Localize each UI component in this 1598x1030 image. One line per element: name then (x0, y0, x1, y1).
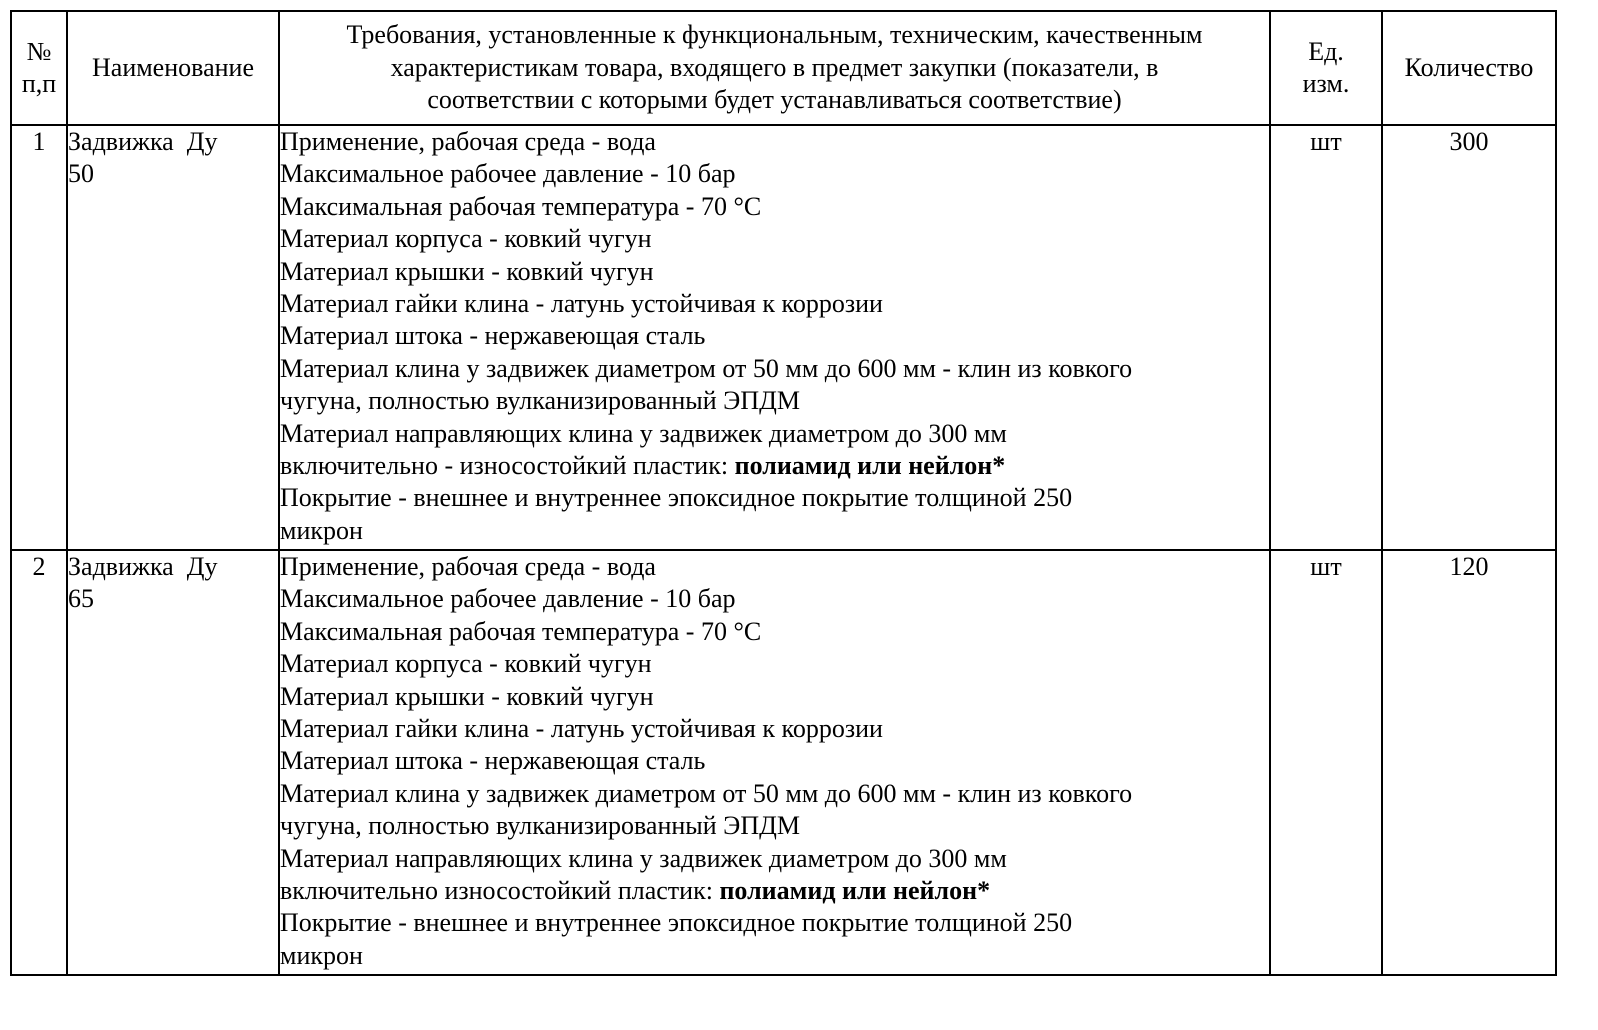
requirement-line: Покрытие - внешнее и внутреннее эпоксидное покрытие толщиной 250 (280, 908, 1073, 938)
requirement-bold-text: полиамид или нейлон* (734, 451, 1006, 481)
row-name-line: 50 (68, 159, 94, 189)
requirement-line: Покрытие - внешнее и внутреннее эпоксидное покрытие толщиной 250 (280, 483, 1073, 513)
requirement-text: включительно - износостойкий пластик: (280, 451, 735, 481)
requirement-line: Материал гайки клина - латунь устойчивая к коррозии (280, 289, 883, 319)
requirement-line: микрон (280, 515, 363, 545)
row-name (67, 125, 279, 550)
header-requirements-line: Требования, установленные к функциональным, техническим, качественным (346, 20, 1203, 50)
header-requirements (279, 11, 1270, 125)
table-row (11, 550, 1556, 975)
row-quantity: 300 (1382, 125, 1556, 550)
row-requirements (279, 550, 1270, 975)
requirement-line: Максимальное рабочее давление - 10 бар (280, 159, 736, 189)
row-name-line: Задвижка Ду (68, 552, 218, 581)
table-row (11, 125, 1556, 550)
header-num (11, 11, 67, 125)
header-requirements-line: соответствии с которыми будет устанавливаться соответствие) (427, 85, 1122, 115)
requirement-line: Максимальная рабочая температура - 70 °С (280, 191, 762, 221)
requirement-line: Материал крышки - ковкий чугун (280, 256, 654, 286)
requirement-line: Материал корпуса - ковкий чугун (280, 649, 652, 679)
requirement-line-mixed (280, 875, 1269, 907)
requirement-line: микрон (280, 940, 363, 970)
requirement-line: Применение, рабочая среда - вода (280, 127, 656, 156)
header-num-line2: п,п (21, 69, 57, 98)
specification-table (10, 10, 1557, 976)
row-quantity: 120 (1382, 550, 1556, 975)
row-unit: шт (1270, 125, 1382, 550)
requirement-line: Материал направляющих клина у задвижек диаметром до 300 мм (280, 843, 1007, 873)
requirement-line: Максимальное рабочее давление - 10 бар (280, 584, 736, 614)
requirement-line: Материал крышки - ковкий чугун (280, 681, 654, 711)
header-name: Наименование (67, 11, 279, 125)
row-name-line: Задвижка Ду (68, 127, 218, 156)
requirement-text: включительно износостойкий пластик: (280, 876, 720, 906)
requirement-line: Материал клина у задвижек диаметром от 50 мм до 600 мм - клин из ковкого (280, 778, 1133, 808)
requirement-line: Материал штока - нержавеющая сталь (280, 321, 706, 351)
header-unit-line2: изм. (1302, 69, 1350, 98)
row-name (67, 550, 279, 975)
requirement-line: Материал направляющих клина у задвижек диаметром до 300 мм (280, 418, 1007, 448)
requirement-bold-text: полиамид или нейлон* (719, 876, 991, 906)
requirement-line: чугуна, полностью вулканизированный ЭПДМ (280, 811, 800, 841)
table-header-row (11, 11, 1556, 125)
requirement-line: Материал клина у задвижек диаметром от 50 мм до 600 мм - клин из ковкого (280, 353, 1133, 383)
header-unit-line1: Ед. (1308, 37, 1344, 66)
requirement-line: Максимальная рабочая температура - 70 °С (280, 616, 762, 646)
requirement-line: Материал штока - нержавеющая сталь (280, 746, 706, 776)
header-requirements-line: характеристикам товара, входящего в предмет закупки (показатели, в (390, 52, 1159, 82)
requirement-line: Материал гайки клина - латунь устойчивая к коррозии (280, 714, 883, 744)
row-unit: шт (1270, 550, 1382, 975)
row-name-line: 65 (68, 584, 94, 614)
requirement-line: чугуна, полностью вулканизированный ЭПДМ (280, 386, 800, 416)
header-num-line1: № (26, 37, 52, 66)
row-requirements (279, 125, 1270, 550)
header-quantity: Количество (1382, 11, 1556, 125)
row-number: 2 (11, 550, 67, 975)
row-number: 1 (11, 125, 67, 550)
requirement-line: Применение, рабочая среда - вода (280, 552, 656, 581)
requirement-line-mixed (280, 450, 1269, 482)
header-unit (1270, 11, 1382, 125)
requirement-line: Материал корпуса - ковкий чугун (280, 224, 652, 254)
